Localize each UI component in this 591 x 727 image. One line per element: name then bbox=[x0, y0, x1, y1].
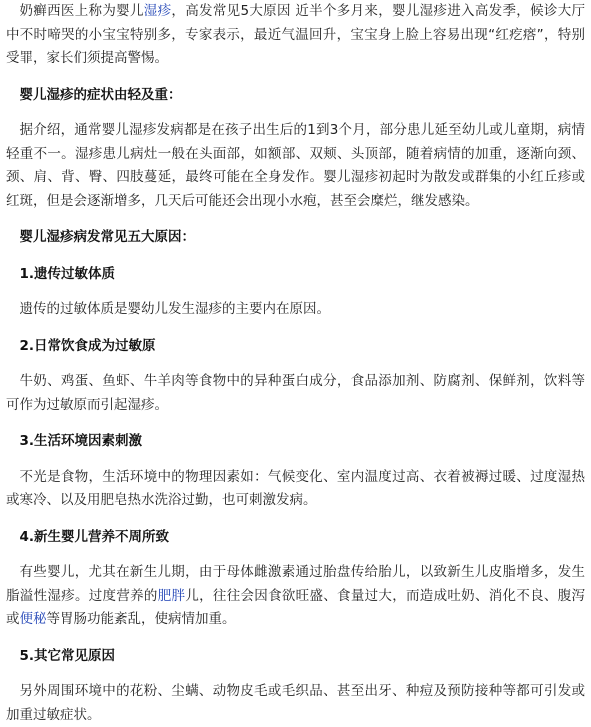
cause-4-text-end: 等胃肠功能紊乱，使病情加重。 bbox=[46, 611, 236, 627]
constipation-link[interactable]: 便秘 bbox=[19, 611, 47, 627]
eczema-link[interactable]: 湿疹 bbox=[143, 3, 172, 19]
cause-1-heading: 1.遗传过敏体质 bbox=[19, 265, 116, 282]
cause-2-heading: 2.日常饮食成为过敏原 bbox=[19, 337, 156, 354]
cause-2-paragraph: 牛奶、鸡蛋、鱼虾、牛羊肉等食物中的异种蛋白成分，食品添加剂、防腐剂、保鲜剂，饮料等可作为过敏原而引起湿疹。 bbox=[6, 373, 585, 413]
cause-5-heading: 5.其它常见原因 bbox=[19, 647, 116, 664]
cause-1-paragraph: 遗传的过敏体质是婴幼儿发生湿疹的主要内在原因。 bbox=[19, 301, 330, 317]
intro-paragraph bbox=[6, 0, 585, 71]
intro-text-rest: ，高发常见5大原因 近半个多月来，婴儿湿疹进入高发季，候诊大厅中不时啼哭的小宝宝特别多，专家表示，最近气温回升，宝宝身上脸上容易出现“红疙瘩”，特别受罪，家长们须提高警惕。 bbox=[6, 3, 586, 66]
cause-4-paragraph bbox=[6, 561, 585, 632]
cause-3-paragraph: 不光是食物，生活环境中的物理因素如：气候变化、室内温度过高、衣着被褥过暖、过度湿热或寒冷、以及用肥皂热水洗浴过勤，也可刺激发病。 bbox=[6, 468, 585, 508]
causes-heading: 婴儿湿疹病发常见五大原因： bbox=[19, 229, 195, 245]
intro-text-start: 奶癣西医上称为婴儿 bbox=[19, 3, 144, 19]
cause-4-text-start: 有些婴儿，尤其在新生儿期，由于母体雌激素通过胎盘传给胎儿，以致新生儿皮脂增多，发生脂溢性湿疹。过度营养的 bbox=[6, 564, 585, 604]
cause-4-heading: 4.新生婴儿营养不周所致 bbox=[19, 528, 170, 545]
cause-4-text-middle: 儿，往往会因食欲旺盛、食量过大，而造成吐奶、消化不良、腹泻或 bbox=[6, 587, 586, 627]
cause-3-heading: 3.生活环境因素刺激 bbox=[19, 433, 143, 449]
symptoms-heading: 婴儿湿疹的症状由轻及重： bbox=[19, 86, 182, 103]
obesity-link[interactable]: 肥胖 bbox=[157, 587, 186, 604]
symptoms-paragraph: 据介绍，通常婴儿湿疹发病都是在孩子出生后的1到3个月，部分患儿延至幼儿或儿童期，病情轻重不一。湿疹患儿病灶一般在头面部，如额部、双颊、头顶部，随着病情的加重，逐渐向颈、颈、肩、背、臀、四肢蔓延，最终可能在全身发作。婴儿湿疹初起时为散发或群集的小红丘疹或红斑，但是会逐渐增多，几天后可能还会出现小水疱，甚至会糜烂，继发感染。 bbox=[6, 122, 585, 209]
cause-5-paragraph: 另外周围环境中的花粉、尘螨、动物皮毛或毛织品、甚至出牙、种痘及预防接种等都可引发或加重过敏症状。 bbox=[6, 683, 585, 723]
